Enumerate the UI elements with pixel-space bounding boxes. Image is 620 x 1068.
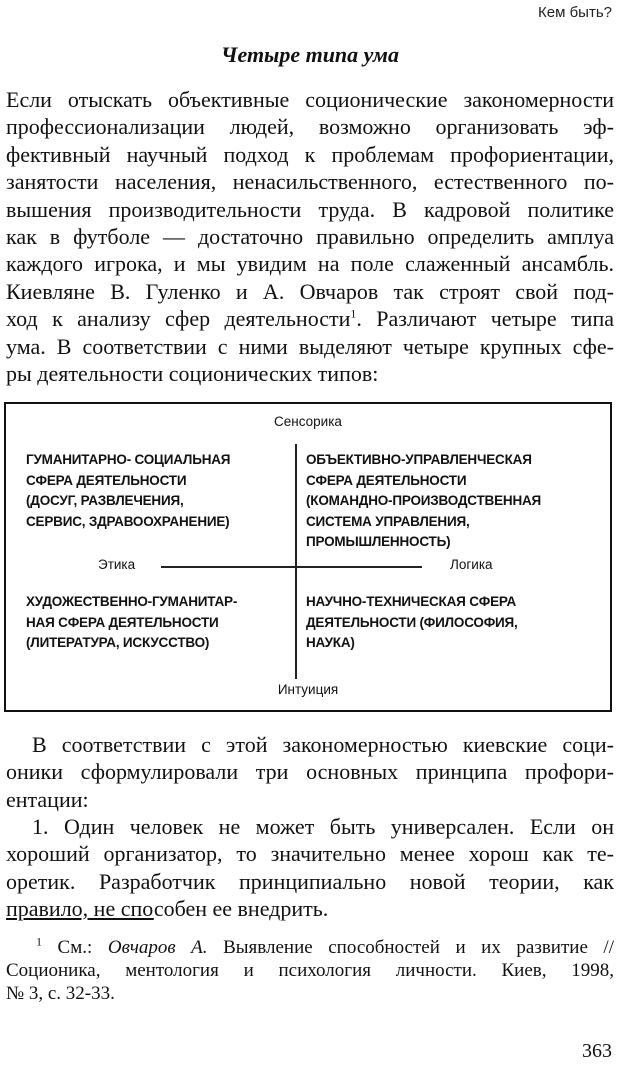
footnote-author: Овчаров А. [107, 937, 208, 958]
text-line: хороший организатор, то значительно менее хорош как те- [6, 841, 614, 867]
quadrant-line: НАУКА) [306, 635, 355, 650]
quadrant-line: СФЕРА ДЕЯТЕЛЬНОСТИ [26, 472, 187, 488]
quadrant-line: ОБЪЕКТИВНО-УПРАВЛЕНЧЕСКАЯ [306, 452, 532, 467]
quadrant-top-left [26, 450, 230, 532]
text-line: фективный научный подход к проблемам профориентации, [6, 141, 614, 167]
quadrant-line: СИСТЕМА УПРАВЛЕНИЯ, [306, 513, 470, 529]
footnote-line: № 3, с. 32-33. [6, 983, 115, 1004]
quadrant-line: СФЕРА ДЕЯТЕЛЬНОСТИ [306, 472, 467, 488]
paragraph-intro [6, 86, 614, 387]
text-line: Если отыскать объективные соционические закономерности [6, 87, 614, 112]
quadrant-line: ХУДОЖЕСТВЕННО-ГУМАНИТАР- [26, 594, 238, 609]
text-line: занятости населения, ненасильственного, естественного по- [6, 169, 614, 195]
quadrant-line: (КОМАНДНО-ПРОИЗВОДСТВЕННАЯ [306, 493, 542, 508]
footnote-ref: 1 [350, 306, 357, 321]
text-line: ры деятельности соционических типов: [6, 361, 379, 387]
text-line [6, 305, 614, 332]
text-line: как в футболе — достаточно правильно определить амплуа [6, 224, 614, 250]
text-line: Киевляне В. Гуленко и А. Овчаров так строят свой под- [6, 278, 614, 304]
text-line: оретик. Разработчик принципиально новой теории, как [6, 868, 614, 894]
activity-spheres-diagram [4, 402, 612, 712]
footnote-line [6, 936, 614, 959]
quadrant-line: ГУМАНИТАРНО- СОЦИАЛЬНАЯ [26, 452, 231, 467]
text-line [6, 895, 614, 922]
text-line: каждого игрока, и мы увидим на поле слаженный ансамбль. [6, 251, 614, 277]
quadrant-line: СЕРВИС, ЗДРАВООХРАНЕНИЕ) [26, 513, 230, 529]
quadrant-line: НАУЧНО-ТЕХНИЧЕСКАЯ СФЕРА [306, 594, 517, 609]
text-line: ума. В соответствии с ними выделяют четыре крупных сфе- [6, 333, 614, 359]
text-line: оники сформулировали три основных принципа профори- [6, 759, 614, 785]
text-line: В соответствии с этой закономерностью киевские соци- [32, 732, 614, 757]
axis-label-bottom: Интуиция [277, 682, 339, 697]
quadrant-line: НАЯ СФЕРА ДЕЯТЕЛЬНОСТИ [26, 614, 219, 630]
text-fragment: . Различают четыре типа [356, 306, 614, 332]
footnote [6, 936, 614, 1005]
footnote-marker: 1 [36, 934, 42, 949]
text-line: 1. Один человек не может быть универсален. Если он [32, 814, 614, 839]
quadrant-line: (ЛИТЕРАТУРА, ИСКУССТВО) [26, 635, 210, 650]
paragraph-principles-intro [6, 731, 614, 813]
text-line: профессионализации людей, возможно организовать эф- [6, 114, 614, 140]
axis-label-top: Сенсорика [274, 414, 342, 429]
paragraph-principle-1 [6, 813, 614, 923]
text-line: ентации: [6, 786, 89, 812]
underlined-text: правило, не спо [6, 896, 154, 922]
text-fragment: ход к анализу сфер деятельности [6, 306, 351, 332]
axis-label-left: Этика [98, 557, 136, 572]
footnote-line: Соционика, ментология и психология личности. Киев, 1998, [6, 960, 614, 981]
page-number: 363 [582, 1040, 612, 1062]
section-title: Четыре типа ума [221, 42, 399, 67]
vertical-axis [295, 444, 297, 679]
axis-label-right: Логика [450, 557, 493, 572]
horizontal-axis-right [296, 566, 422, 568]
quadrant-line: ДЕЯТЕЛЬНОСТИ (ФИЛОСОФИЯ, [306, 614, 518, 630]
quadrant-bottom-right [306, 592, 518, 654]
footnote-title: Выявление способностей и их развитие // [207, 937, 614, 958]
running-head: Кем быть? [538, 4, 612, 21]
quadrant-bottom-left [26, 592, 237, 654]
horizontal-axis-left [161, 566, 295, 568]
quadrant-top-right [306, 450, 541, 553]
text-fragment: собен ее внедрить. [153, 896, 329, 922]
quadrant-line: ПРОМЫШЛЕННОСТЬ) [306, 534, 451, 549]
footnote-prefix: См.: [42, 937, 108, 958]
text-line: вышения производительности труда. В кадровой политике [6, 196, 614, 222]
quadrant-line: (ДОСУГ, РАЗВЛЕЧЕНИЯ, [26, 493, 184, 508]
